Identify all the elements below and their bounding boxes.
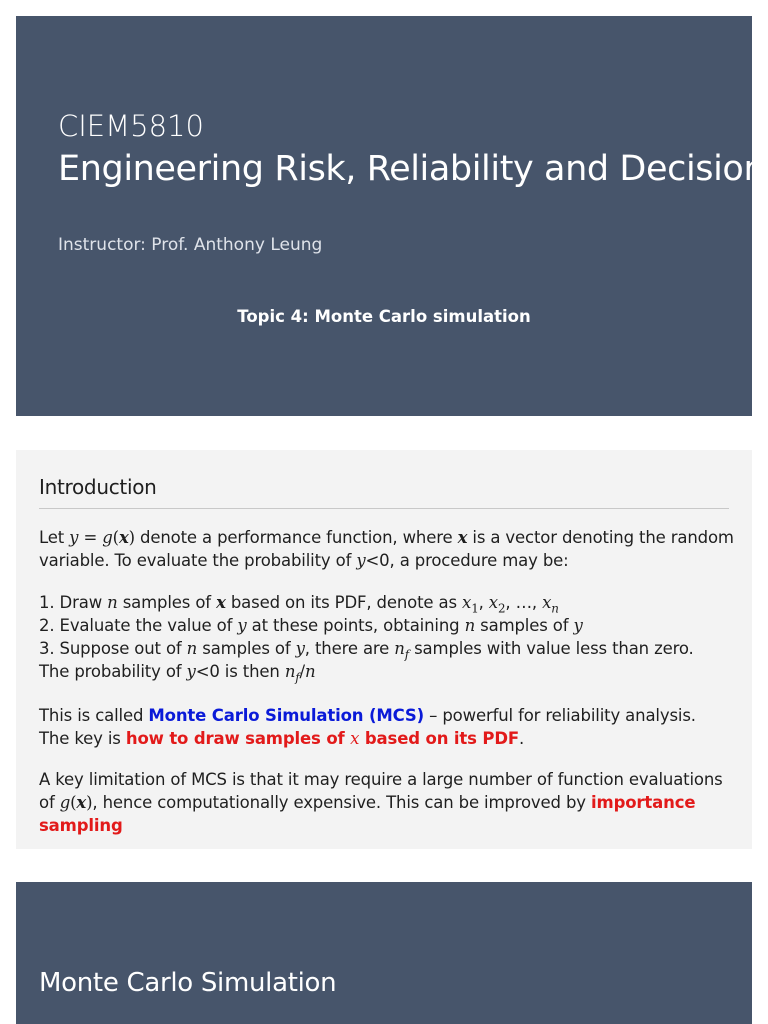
importance-sampling-highlight: importance sampling (39, 793, 696, 835)
instructor-line: Instructor: Prof. Anthony Leung (58, 235, 323, 255)
limitation-paragraph: A key limitation of MCS is that it may require a large number of function evaluations of g(x), hence computationally expensive. This can be improved by importance sampling (39, 770, 723, 835)
step-1: 1. Draw n samples of x based on its PDF, denote as $x_1$, $x_2$, …, $x_n$ (39, 593, 559, 616)
procedure-steps (39, 591, 739, 683)
title-slide (16, 16, 766, 416)
section-heading: Monte Carlo Simulation (39, 968, 337, 998)
mcs-paragraph: This is called Monte Carlo Simulation (MCS) – powerful for reliability analysis. The key is how to draw samples of x based on its PDF. (39, 706, 696, 748)
mcs-highlight: Monte Carlo Simulation (MCS) (148, 706, 425, 725)
step-3: 3. Suppose out of n samples of y, there are $n_f$ samples with value less than zero. (39, 639, 694, 662)
intro-paragraph: Let y = g(x) denote a performance function, where x is a vector denoting the random variable. To evaluate the probability of y<0, a procedure may be: (39, 528, 734, 570)
slide-heading: Introduction (39, 475, 157, 499)
key-highlight: how to draw samples of x based on its PDF (125, 729, 519, 748)
topic-title: Topic 4: Monte Carlo simulation (237, 307, 531, 326)
probability-line: The probability of y<0 is then $n_f/n$ (39, 662, 316, 685)
heading-divider (39, 508, 729, 509)
section-slide (16, 882, 752, 1024)
introduction-slide (16, 450, 752, 849)
step-2: 2. Evaluate the value of y at these points, obtaining n samples of y (39, 616, 583, 635)
course-title: Engineering Risk, Reliability and Decision (58, 149, 766, 189)
course-code: CIEM5810 (58, 109, 204, 143)
